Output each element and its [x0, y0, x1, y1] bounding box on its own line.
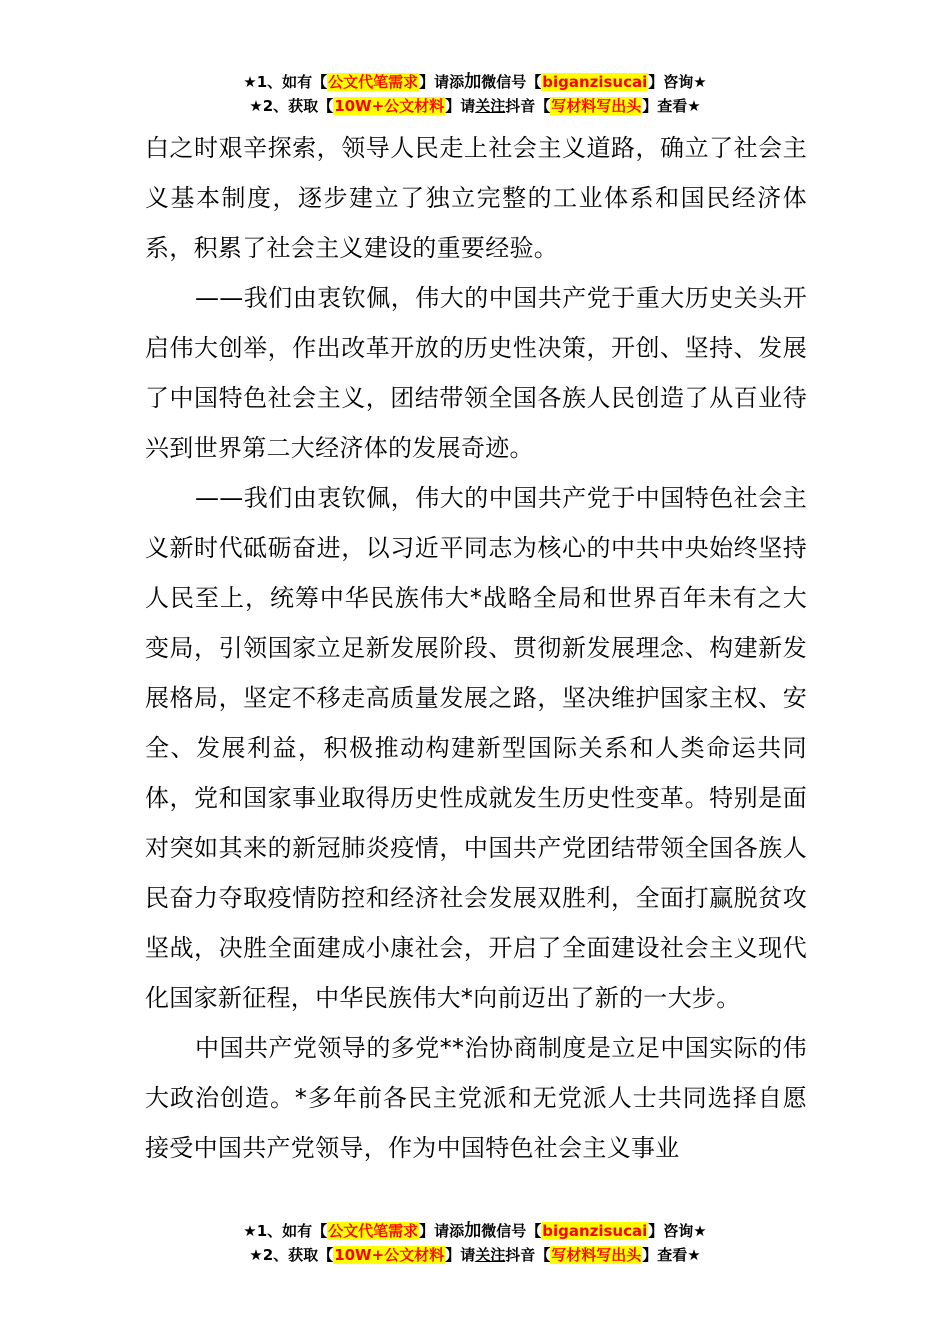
banner-text: 微信号【 [481, 1222, 542, 1240]
banner-text: 】请添 [419, 73, 465, 91]
highlight-service: 公文代笔需求 [328, 73, 419, 91]
banner-text: 】请 [445, 97, 476, 115]
banner-text: 关注 [475, 97, 506, 115]
banner-line-2 [0, 1243, 950, 1267]
top-banner [0, 70, 950, 118]
banner-text: 】查看★ [642, 97, 701, 115]
bottom-banner [0, 1219, 950, 1267]
paragraph-1: 白之时艰辛探索，领导人民走上社会主义道路，确立了社会主义基本制度，逐步建立了独立完整的工业体系和国民经济体系，积累了社会主义建设的重要经验。 [145, 134, 807, 262]
paragraph-4: 中国共产党领导的多党**治协商制度是立足中国实际的伟大政治创造。*多年前各民主党派和无党派人士共同选择自愿接受中国共产党领导，作为中国特色社会主义事业 [145, 1034, 807, 1162]
banner-line-1 [0, 1219, 950, 1243]
banner-text: 加 [464, 1221, 482, 1241]
highlight-wechat-id: biganzisucai [542, 1222, 648, 1240]
banner-text: 加 [464, 72, 482, 92]
highlight-douyin: 写材料写出头 [551, 97, 642, 115]
banner-text: ★1、如有【 [243, 73, 328, 91]
document-body [145, 123, 807, 1173]
banner-line-1 [0, 70, 950, 94]
highlight-service: 公文代笔需求 [328, 1222, 419, 1240]
highlight-douyin: 写材料写出头 [551, 1246, 642, 1264]
paragraph-2: ——我们由衷钦佩，伟大的中国共产党于重大历史关头开启伟大创举，作出改革开放的历史性决策，开创、坚持、发展了中国特色社会主义，团结带领全国各族人民创造了从百业待兴到世界第二大经济体的发展奇迹。 [145, 284, 807, 462]
banner-text: ★2、获取【 [249, 1246, 334, 1264]
banner-text: 抖音【 [505, 97, 551, 115]
banner-text: ★2、获取【 [249, 97, 334, 115]
banner-text: 微信号【 [481, 73, 542, 91]
banner-text: 抖音【 [505, 1246, 551, 1264]
banner-text: 】请添 [419, 1222, 465, 1240]
banner-text: 】咨询★ [648, 1222, 707, 1240]
banner-line-2 [0, 94, 950, 118]
highlight-wechat-id: biganzisucai [542, 73, 648, 91]
paragraph-3: ——我们由衷钦佩，伟大的中国共产党于中国特色社会主义新时代砥砺奋进，以习近平同志为核心的中共中央始终坚持人民至上，统筹中华民族伟大*战略全局和世界百年未有之大变局，引领国家立足新发展阶段、贯彻新发展理念、构建新发展格局，坚定不移走高质量发展之路，坚决维护国家主权、安全、发展利益，积极推动构建新型国际关系和人类命运共同体，党和国家事业取得历史性成就发生历史性变革。特别是面对突如其来的新冠肺炎疫情，中国共产党团结带领全国各族人民奋力夺取疫情防控和经济社会发展双胜利，全面打赢脱贫攻坚战，决胜全面建成小康社会，开启了全面建设社会主义现代化国家新征程，中华民族伟大*向前迈出了新的一大步。 [145, 484, 807, 1012]
banner-text: 】咨询★ [648, 73, 707, 91]
highlight-materials: 10W+公文材料 [334, 97, 445, 115]
banner-text: 】查看★ [642, 1246, 701, 1264]
banner-text: ★1、如有【 [243, 1222, 328, 1240]
banner-text: 】请 [445, 1246, 476, 1264]
highlight-materials: 10W+公文材料 [334, 1246, 445, 1264]
banner-text: 关注 [475, 1246, 506, 1264]
